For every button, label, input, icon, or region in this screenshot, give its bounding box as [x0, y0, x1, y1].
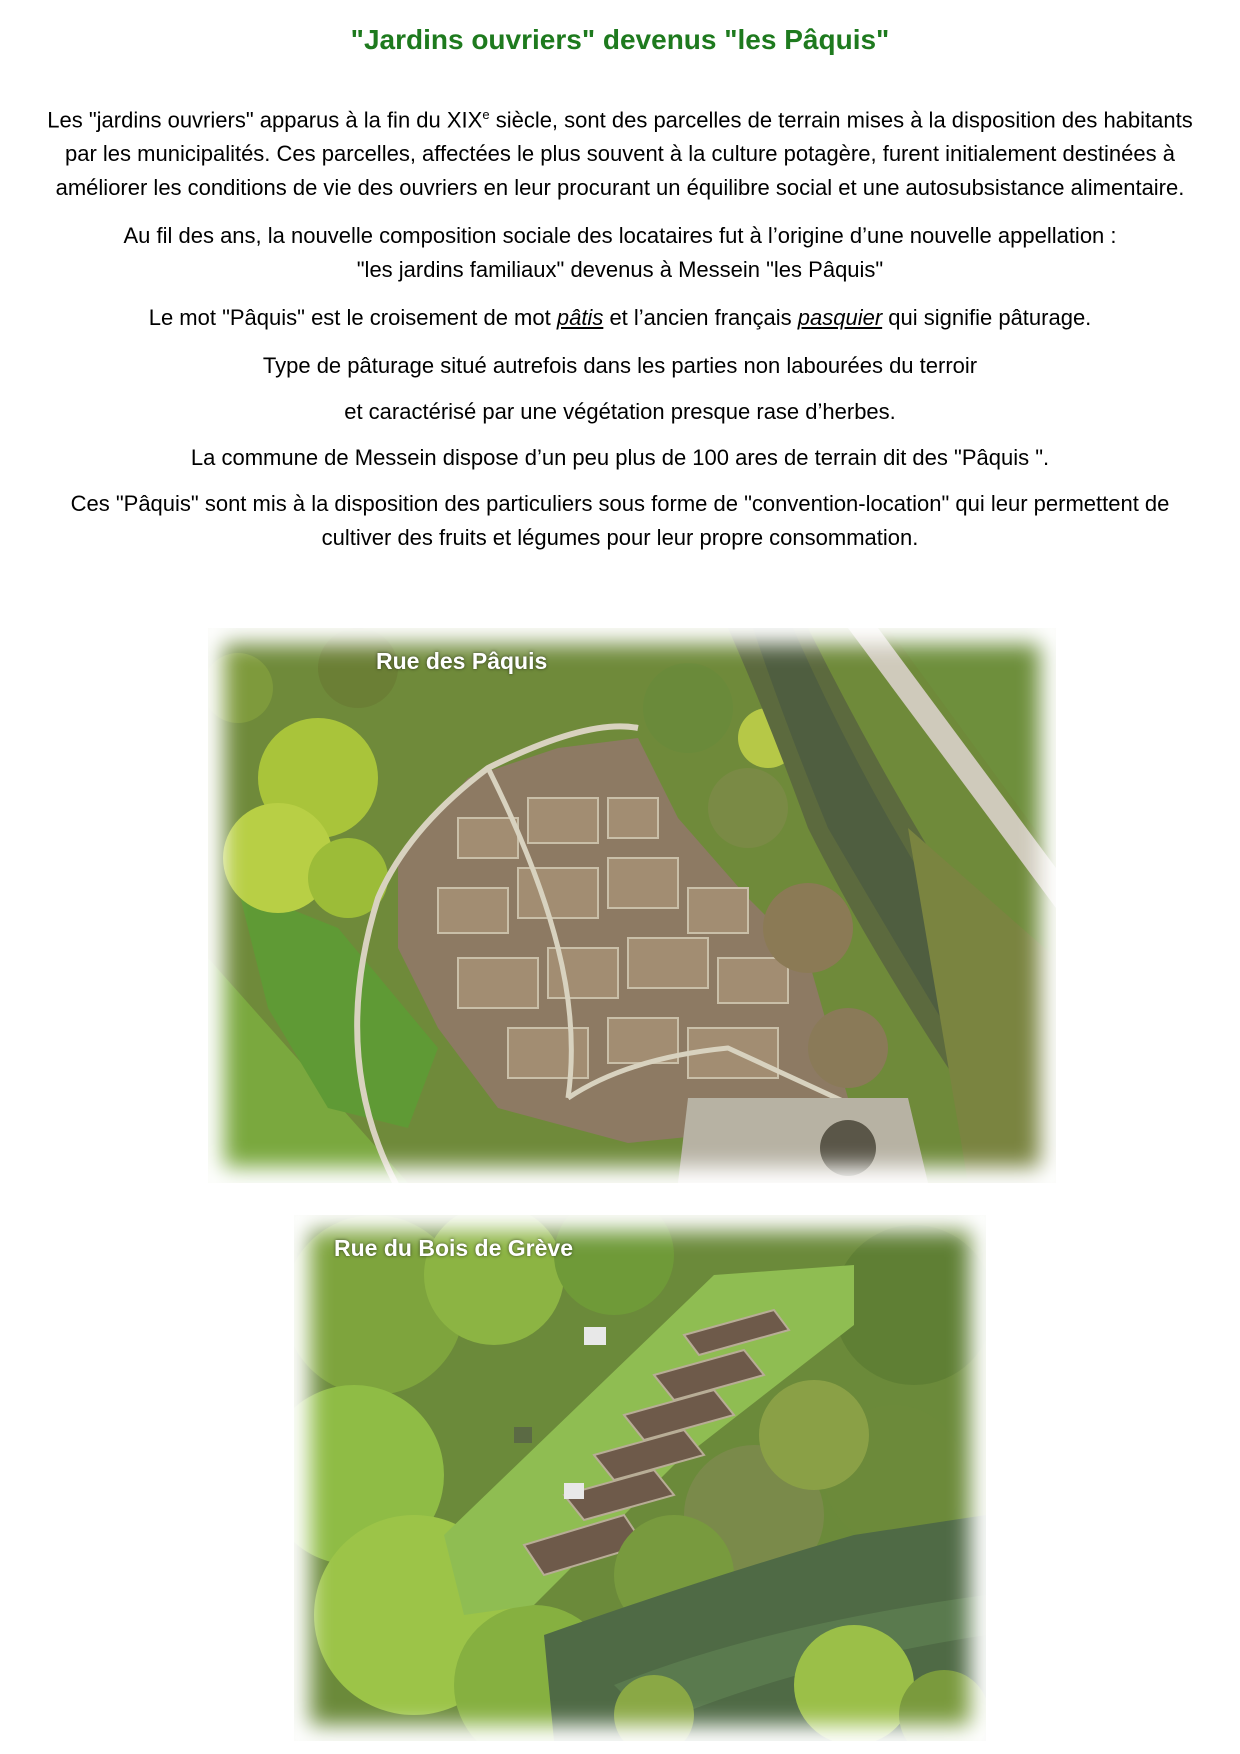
word-pasquier: pasquier [797, 305, 883, 331]
word-patis: pâtis [556, 305, 604, 331]
intro-text [40, 98, 1200, 569]
paragraph-history: Les "jardins ouvriers" apparus à la fin du XIXe siècle, sont des parcelles de terrain mises à la disposition des habitants par les municipalités. Ces parcelles, affectées le plus souvent à la culture potagère, furent initialement destinées à améliorer les conditions de vie des ouvriers en leur procurant un équilibre social et une autosubsistance alimentaire. [47, 107, 1193, 201]
paragraph-appellation: Au fil des ans, la nouvelle composition sociale des locataires fut à l’origine d’une nouvelle appellation : "les jardins familiaux" devenus à Messein "les Pâquis" [123, 223, 1117, 283]
century-superscript: e [482, 107, 490, 122]
aerial-photo-bois-de-greve [294, 1215, 986, 1741]
paragraph-pasture-type: Type de pâturage situé autrefois dans les parties non labourées du terroir [262, 353, 978, 379]
paragraph-area: La commune de Messein dispose d’un peu plus de 100 ares de terrain dit des "Pâquis ". [190, 445, 1050, 471]
page-title: "Jardins ouvriers" devenus "les Pâquis" [350, 24, 890, 55]
paragraph-convention: Ces "Pâquis" sont mis à la disposition des particuliers sous forme de "convention-location" qui leur permettent de cultiver des fruits et légumes pour leur propre consommation. [70, 491, 1170, 551]
aerial-photo-paquis-image [208, 628, 1056, 1183]
photo-caption-bois-de-greve: Rue du Bois de Grève [334, 1235, 574, 1261]
paragraph-etymology: Le mot "Pâquis" est le croisement de mot pâtis et l’ancien français pasquier qui signifie pâturage. [148, 305, 1092, 331]
aerial-photo-paquis [208, 628, 1056, 1183]
photo-caption-paquis: Rue des Pâquis [376, 648, 548, 674]
paragraph-vegetation: et caractérisé par une végétation presque rase d’herbes. [344, 399, 896, 425]
aerial-photo-bois-de-greve-image [294, 1215, 986, 1741]
